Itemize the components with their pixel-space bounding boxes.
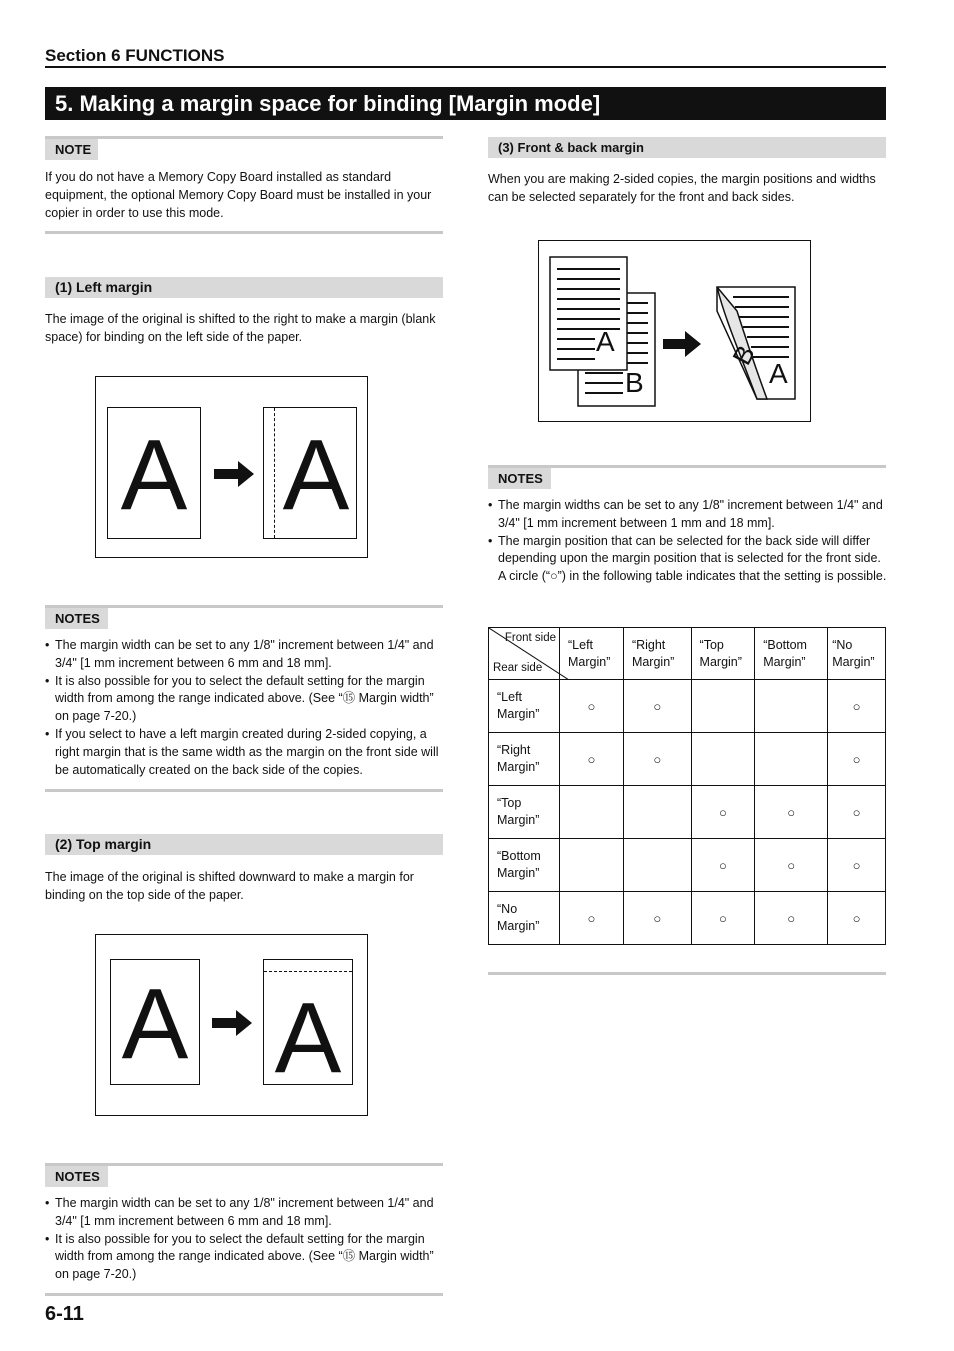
table-cell: ○ [755,786,828,839]
table-row [489,892,886,945]
row-header: “No Margin” [489,892,560,945]
table-cell: ○ [691,892,755,945]
table-cell: ○ [691,839,755,892]
note-item: • The margin width can be set to any 1/8" increment between 1/4" and 3/4" [1 mm increment between 6 mm and 18 mm]. [45,637,445,673]
top-margin-heading: (2) Top margin [45,834,443,855]
page-letter: A [121,968,189,1080]
column-header: “Bottom Margin” [755,628,828,680]
table-cell: ○ [623,892,691,945]
copy-letter-front: A [769,358,788,389]
table-cell [691,733,755,786]
top-margin-figure [95,934,368,1116]
table-cell: ○ [560,680,624,733]
page-letter: A [120,419,188,531]
divider [45,136,443,139]
table-cell [623,786,691,839]
table-cell: ○ [623,680,691,733]
table-row [489,839,886,892]
original-page [107,407,201,539]
corner-front-label: Front side [504,632,556,644]
note-item: • It is also possible for you to select the default setting for the margin width from among the range indicated above. (See “⑮ Margin width” on page 7-20.) [45,673,445,726]
table-row [489,680,886,733]
top-margin-notes [45,1195,445,1284]
original-page [110,959,200,1085]
table-cell: ○ [755,892,828,945]
front-back-notes [488,497,888,586]
arrow-right-icon [212,1010,252,1036]
note-text: If you do not have a Memory Copy Board installed as standard equipment, the optional Memory Copy Board must be installed in your copier in order to use this mode. [45,170,432,220]
divider [45,231,443,234]
table-header-row [489,628,886,680]
divider [45,789,443,792]
table-cell: ○ [828,892,886,945]
table-cell [755,733,828,786]
row-header: “Top Margin” [489,786,560,839]
table-cell: ○ [828,786,886,839]
divider [45,1293,443,1296]
page-number: 6-11 [45,1303,84,1325]
note-label: NOTE [45,139,98,160]
note-item: • The margin width can be set to any 1/8" increment between 1/4" and 3/4" [1 mm increment between 6 mm and 18 mm]. [45,1195,445,1231]
column-header: “No Margin” [828,628,886,680]
front-back-figure [538,240,811,422]
copy-page [263,407,357,539]
margin-line [274,408,275,538]
page-title: 5. Making a margin space for binding [Margin mode] [45,87,886,120]
margin-compatibility-table [488,627,886,945]
note-item: • It is also possible for you to select the default setting for the margin width from among the range indicated above. (See “⑮ Margin width” on page 7-20.) [45,1231,445,1284]
table-cell: ○ [828,839,886,892]
page-letter-front: A [596,326,615,357]
note-item: • The margin position that can be selected for the back side will differ depending upon the margin position that is selected for the front side. A circle (“○”) in the following table indicates that the setting is possible. [488,533,888,586]
table-cell [560,839,624,892]
page-letter: A [282,419,350,531]
copy-letter-back: B [726,340,761,370]
notes-label: NOTES [488,468,551,489]
row-header: “Left Margin” [489,680,560,733]
table-cell: ○ [828,733,886,786]
front-back-text: When you are making 2-sided copies, the margin positions and widths can be selected separately for the front and back sides. [488,172,876,204]
table-row [489,733,886,786]
duplex-illustration [539,241,809,420]
column-header: “Right Margin” [623,628,691,680]
left-margin-figure [95,376,368,558]
notes-label: NOTES [45,1166,108,1187]
table-cell: ○ [691,786,755,839]
table-row [489,786,886,839]
left-margin-heading: (1) Left margin [45,277,443,298]
note-item: • If you select to have a left margin created during 2-sided copying, a right margin that is the same width as the margin on the front side will be automatically created on the back side of the copies. [45,726,445,779]
note-item: • The margin widths can be set to any 1/8" increment between 1/4" and 3/4" [1 mm increment between 1 mm and 18 mm]. [488,497,888,533]
column-header: “Top Margin” [691,628,755,680]
column-header: “Left Margin” [560,628,624,680]
table-cell [755,680,828,733]
table-cell [560,786,624,839]
table-corner-cell [489,628,560,680]
corner-rear-label: Rear side [493,662,543,674]
left-margin-text: The image of the original is shifted to the right to make a margin (blank space) for binding on the left side of the paper. [45,312,436,344]
arrow-right-icon [214,461,254,487]
table-cell: ○ [828,680,886,733]
divider [488,972,886,975]
row-header: “Bottom Margin” [489,839,560,892]
notes-label: NOTES [45,608,108,629]
table-cell [691,680,755,733]
row-header: “Right Margin” [489,733,560,786]
table-cell: ○ [560,733,624,786]
page-letter: A [274,982,342,1085]
table-cell: ○ [755,839,828,892]
front-back-heading: (3) Front & back margin [488,137,886,158]
copy-page [263,959,353,1085]
table-cell: ○ [560,892,624,945]
top-margin-text: The image of the original is shifted downward to make a margin for binding on the top side of the paper. [45,870,414,902]
table-cell: ○ [623,733,691,786]
margin-line [264,971,352,972]
section-header: Section 6 FUNCTIONS [45,46,886,68]
left-margin-notes [45,637,445,779]
table-cell [623,839,691,892]
page-letter-back: B [625,367,644,398]
